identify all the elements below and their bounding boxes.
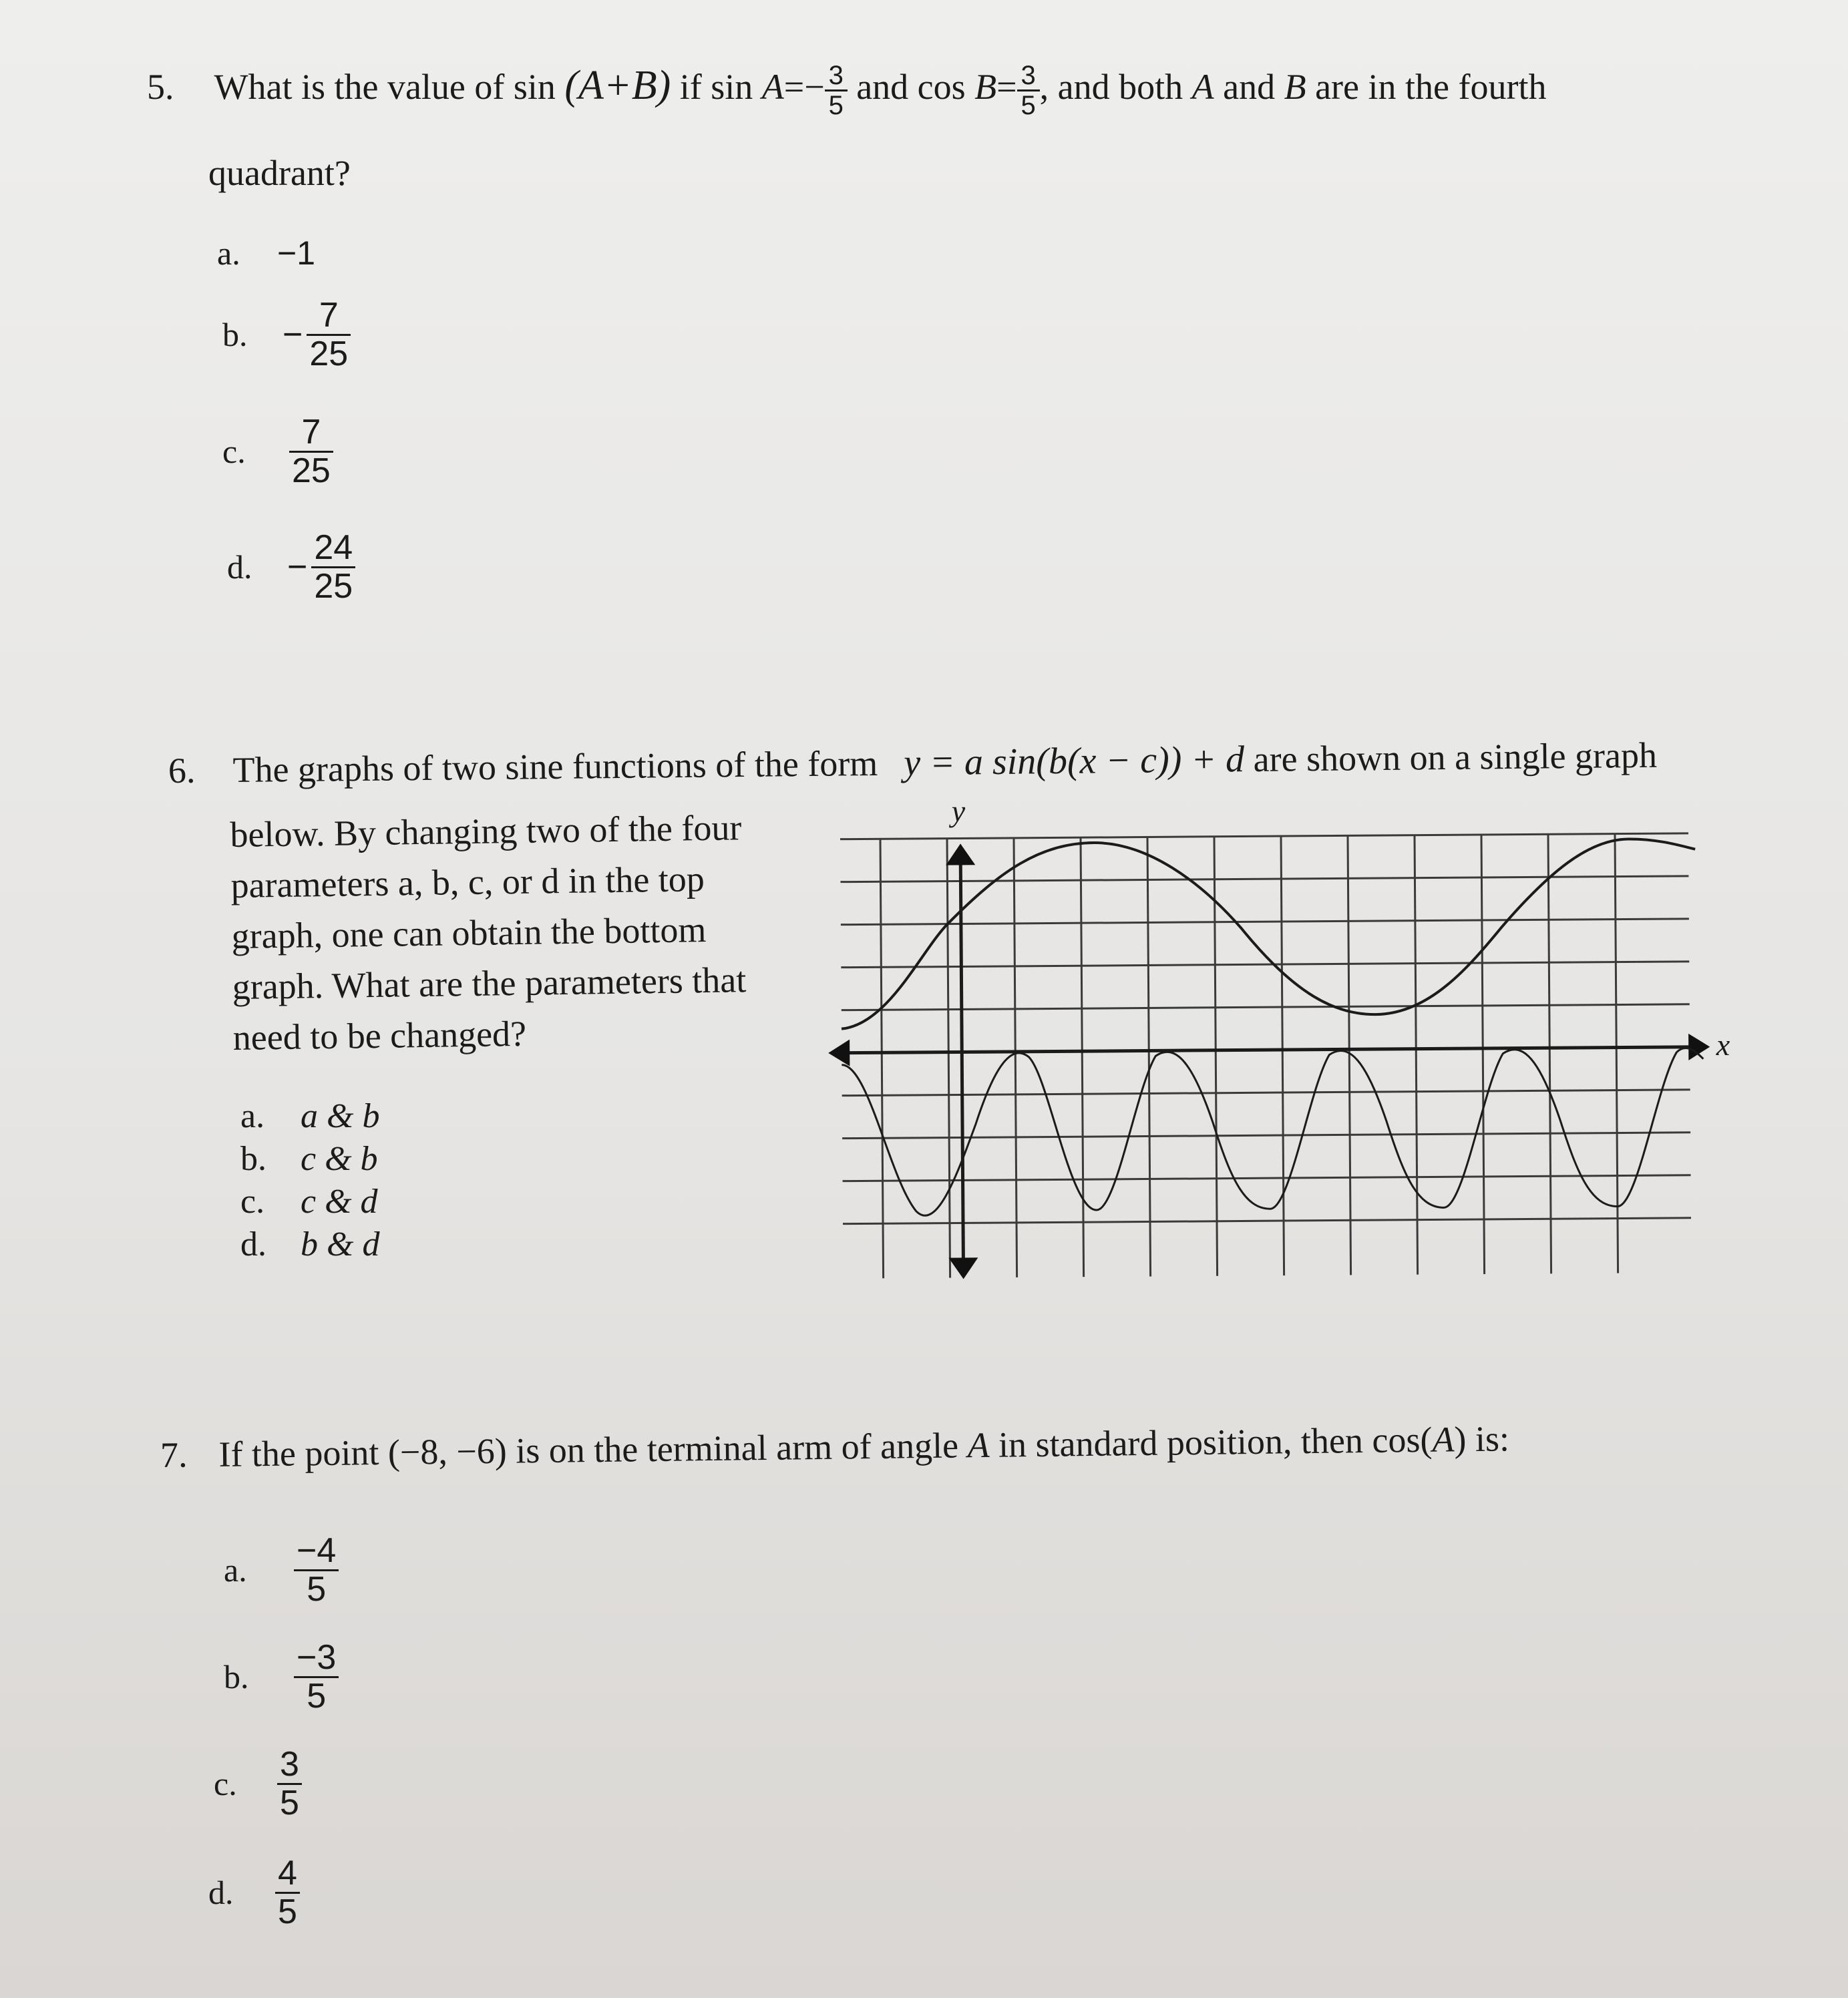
q5-suffix-a: A [1191,66,1214,107]
q7-line [160,1418,1510,1476]
q5-suffix-2: are in the fourth [1315,66,1547,107]
q6-body-line-4: graph. What are the parameters that [232,960,747,1007]
q5-suffix-and: and [1223,66,1276,107]
q7-option-c[interactable] [214,1746,302,1821]
q6-option-d[interactable] [240,1223,379,1266]
q7-option-a-fraction [294,1533,339,1607]
q5-if-sin: if sin [679,66,753,107]
q6-bottom-curve [842,1048,1704,1216]
q5-fraction-cos [1017,61,1040,120]
q5-num1: 3 [828,61,844,90]
q5-option-a-label: a. [217,234,240,272]
q5-prefix: What is the value of sin [214,66,556,107]
q6-option-c[interactable] [240,1181,379,1223]
q7-option-c-num: 3 [280,1745,299,1784]
q5-option-b-sign: − [283,315,303,355]
q7-option-a-den: 5 [307,1569,327,1609]
q6-top-curve [840,839,1696,1029]
q5-option-d[interactable] [227,530,355,604]
q7-text-end: in standard position, then cos( [998,1419,1433,1465]
q5-option-c-fraction [289,414,333,489]
q7-option-d[interactable] [208,1855,300,1930]
q6-option-c-value: c & d [301,1183,378,1221]
q6-option-a-value: a & b [301,1097,380,1135]
q6-line1-end: are shown on a single graph [1253,735,1658,779]
q6-option-d-value: b & d [301,1225,380,1263]
q7-option-b-fraction [294,1639,339,1714]
q5-option-c-num: 7 [301,413,321,451]
q5-option-b-fraction [307,297,351,372]
q6-body-line-3: graph, one can obtain the bottom [231,910,707,956]
q7-var: A [967,1424,990,1466]
q5-option-c-label: c. [222,433,246,471]
q5-suffix-1: , and both [1039,66,1183,107]
q6-y-arrow-up-icon [946,843,975,865]
q5-num2: 3 [1021,61,1036,90]
q5-line2: quadrant? [208,153,351,193]
q5-option-c[interactable] [222,414,333,489]
q5-option-d-fraction [311,530,355,604]
q7-option-b-den: 5 [307,1676,327,1716]
q7-option-a-label: a. [224,1551,247,1589]
q5-option-c-den: 25 [292,451,331,490]
q6-graph-axes [840,852,1698,1265]
q7-option-d-num: 4 [278,1854,297,1892]
q6-option-b-label: b. [240,1140,266,1178]
q5-eq: =− [783,66,825,107]
q6-x-axis-label: x [1716,1028,1730,1062]
q7-option-b[interactable] [224,1639,339,1714]
q6-option-d-label: d. [240,1225,266,1263]
q6-body-line-2: parameters a, b, c, or d in the top [230,859,705,906]
q6-option-a[interactable] [240,1095,379,1138]
q5-line1 [147,61,1546,120]
q5-option-d-label: d. [227,548,252,586]
q5-option-b-den: 25 [309,334,349,373]
q5-var-a: A [761,66,784,107]
q6-line1-text: The graphs of two sine functions of the form [232,743,878,790]
q5-argument: (A+B) [564,62,671,108]
q6-options [240,1095,379,1266]
q6-graph-grid [840,833,1692,1279]
q5-option-b-label: b. [222,316,248,354]
q5-eq2: = [996,66,1017,107]
q6-number: 6. [168,750,196,791]
q6-option-b[interactable] [240,1138,379,1181]
q5-var-b: B [974,66,997,107]
q6-body-line-5: need to be changed? [232,1013,527,1058]
q6-body-line-1: below. By changing two of the four [230,807,742,855]
q7-option-a-num: −4 [297,1531,337,1570]
q6-x-arrow-left-icon [828,1040,850,1066]
q5-option-a-value: −1 [277,234,316,272]
q5-option-d-num: 24 [314,528,353,567]
q6-y-axis [960,857,963,1264]
q5-fraction-sin [825,61,848,120]
q5-option-d-sign: − [287,548,308,587]
q5-option-b[interactable] [222,297,351,372]
q6-option-a-label: a. [240,1097,265,1135]
q6-y-axis-label: y [951,794,966,828]
q7-option-c-den: 5 [280,1783,299,1822]
q7-option-c-fraction [277,1746,302,1821]
q6-option-c-label: c. [240,1183,265,1221]
q7-option-b-label: b. [224,1658,249,1696]
q6-y-arrow-down-icon [948,1257,978,1279]
q5-suffix-b: B [1284,66,1306,107]
q7-option-d-label: d. [208,1874,234,1912]
q6-body [230,802,747,1063]
q5-and-cos: and cos [856,66,966,107]
q7-option-b-num: −3 [297,1638,337,1677]
q6-x-axis [842,1047,1696,1053]
q7-option-d-fraction [275,1855,300,1930]
q7-option-c-label: c. [214,1765,237,1803]
q5-option-a[interactable] [217,234,315,272]
q5-den1: 5 [828,91,844,120]
q6-graph [828,775,1750,1282]
q6-formula: y = a sin(b(x − c)) + d [903,739,1245,784]
q7-text: If the point (−8, −6) is on the terminal arm of angle [218,1425,959,1474]
q6-option-b-value: c & b [301,1140,378,1178]
q5-number: 5. [147,66,174,107]
q7-var2: A [1432,1419,1455,1460]
q7-number: 7. [160,1434,188,1475]
q5-option-d-den: 25 [314,566,353,606]
q7-option-a[interactable] [224,1533,339,1607]
q5-den2: 5 [1021,91,1036,120]
q7-text-close: ) is: [1454,1418,1510,1460]
q7-option-d-den: 5 [278,1892,297,1931]
q5-option-b-num: 7 [319,296,339,335]
